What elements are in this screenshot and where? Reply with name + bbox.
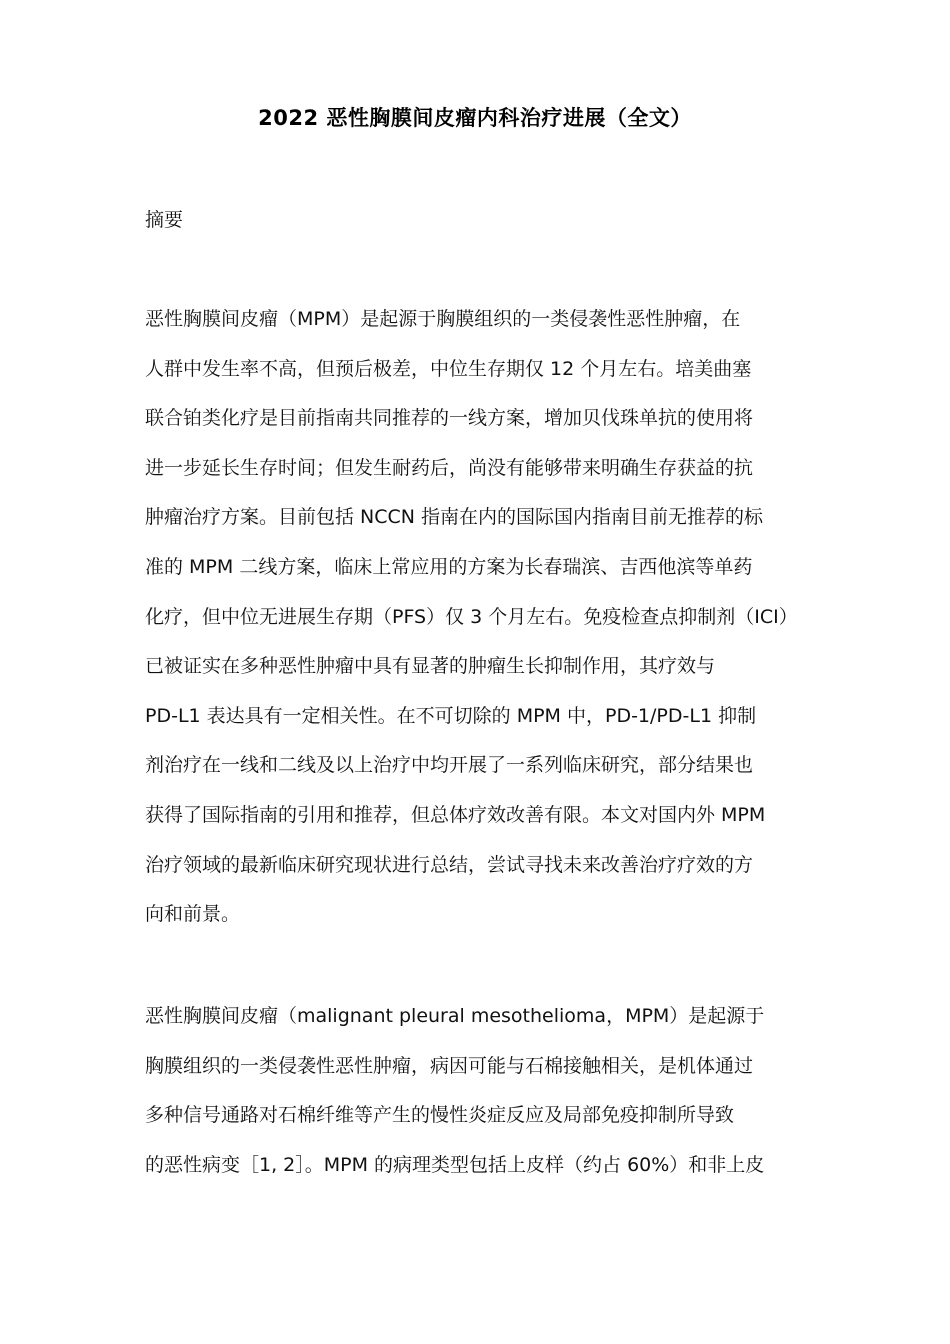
text-line: 进一步延长生存时间；但发生耐药后，尚没有能够带来明确生存获益的抗	[145, 456, 754, 479]
text-line: 的恶性病变［1, 2］。MPM 的病理类型包括上皮样（约占 60%）和非上皮	[145, 1153, 765, 1176]
text-line: 恶性胸膜间皮瘤（malignant pleural mesothelioma，MPM）是起源于	[145, 1005, 765, 1027]
text-line: 准的 MPM 二线方案，临床上常应用的方案为长春瑞滨、吉西他滨等单药	[145, 555, 753, 578]
text-line: 化疗，但中位无进展生存期（PFS）仅 3 个月左右。免疫检查点抑制剂（ICI）	[145, 605, 798, 628]
text-line: 联合铂类化疗是目前指南共同推荐的一线方案，增加贝伐珠单抗的使用将	[145, 407, 754, 430]
text-line: 肿瘤治疗方案。目前包括 NCCN 指南在内的国际国内指南目前无推荐的标	[145, 506, 764, 529]
text-line: 已被证实在多种恶性肿瘤中具有显著的肿瘤生长抑制作用，其疗效与	[145, 655, 716, 678]
body-paragraph	[145, 1001, 815, 1199]
text-line: 治疗领域的最新临床研究现状进行总结，尝试寻找未来改善治疗疗效的方	[145, 853, 754, 876]
text-line: 多种信号通路对石棉纤维等产生的慢性炎症反应及局部免疫抑制所导致	[145, 1104, 735, 1127]
text-line: 胸膜组织的一类侵袭性恶性肿瘤，病因可能与石棉接触相关，是机体通过	[145, 1054, 754, 1077]
document-title: 2022 恶性胸膜间皮瘤内科治疗进展（全文）	[258, 106, 692, 130]
abstract-heading: 摘要	[145, 209, 184, 231]
text-line: 人群中发生率不高，但预后极差，中位生存期仅 12 个月左右。培美曲塞	[145, 357, 752, 380]
text-line: 剂治疗在一线和二线及以上治疗中均开展了一系列临床研究，部分结果也	[145, 754, 754, 777]
text-line: PD-L1 表达具有一定相关性。在不可切除的 MPM 中，PD-1/PD-L1 抑制	[145, 704, 757, 727]
text-line: 向和前景。	[145, 903, 241, 926]
text-line: 获得了国际指南的引用和推荐，但总体疗效改善有限。本文对国内外 MPM	[145, 803, 766, 826]
abstract-paragraph	[145, 304, 815, 949]
text-line: 恶性胸膜间皮瘤（MPM）是起源于胸膜组织的一类侵袭性恶性肿瘤，在	[145, 308, 741, 330]
